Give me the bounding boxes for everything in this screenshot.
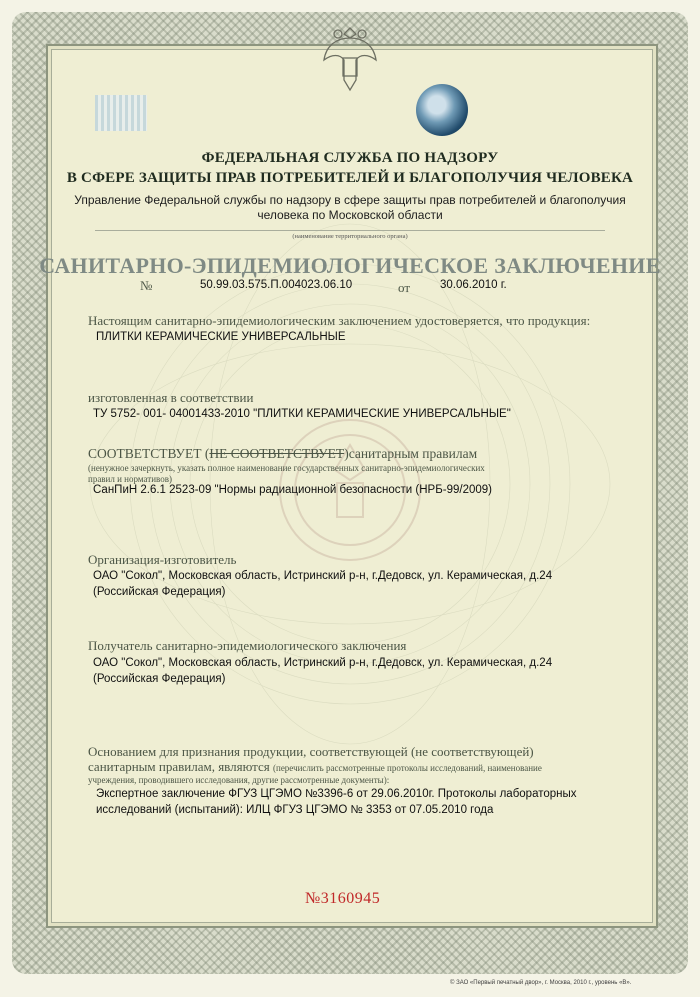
conformity-standard: СанПиН 2.6.1 2523-09 "Нормы радиационной безопасности (НРБ-99/2009) — [93, 484, 493, 496]
recipient-country: (Российская Федерация) — [93, 673, 226, 685]
document-date: 30.06.2010 г. — [440, 279, 507, 291]
basis-line2 — [88, 759, 542, 775]
department-caption: (наименование территориального органа) — [292, 233, 408, 240]
basis-note: (перечислить рассмотренные протоколы исследований, наименование — [273, 763, 542, 773]
complies-text: СООТВЕТСТВУЕТ — [88, 446, 202, 461]
close-paren: ) — [344, 446, 349, 461]
manufactured-label: изготовленная в соответствии — [88, 390, 254, 405]
date-label: от — [398, 280, 411, 295]
conformity-line — [88, 446, 477, 462]
printer-footer: © ЗАО «Первый печатный двор», г. Москва, 2010 г., уровень «В». — [450, 980, 632, 986]
conformity-note-line1: (ненужное зачеркнуть, указать полное наименование государственных санитарно-эпидемиологических — [88, 463, 485, 473]
rules-text: санитарным правилам — [348, 446, 478, 461]
document-title: САНИТАРНО-ЭПИДЕМИОЛОГИЧЕСКОЕ ЗАКЛЮЧЕНИЕ — [39, 253, 661, 278]
conformity-note-line2: правил и нормативов) — [88, 474, 172, 484]
manufacturer-country: (Российская Федерация) — [93, 586, 226, 598]
not-complies-text: НЕ СООТВЕТСТВУЕТ — [209, 446, 345, 461]
coat-of-arms-emblem — [318, 20, 382, 96]
basis-document-line2: исследований (испытаний): ИЛЦ ФГУЗ ЦГЭМО № 3353 от 07.05.2010 года — [96, 804, 494, 816]
recipient-label: Получатель санитарно-эпидемиологического заключения — [88, 638, 407, 653]
recipient-address: ОАО "Сокол", Московская область, Истринский р-н, г.Дедовск, ул. Керамическая, д.24 — [93, 657, 553, 669]
department-line1: Управление Федеральной службы по надзору в сфере защиты прав потребителей и благополучия — [74, 193, 626, 207]
open-paren: ( — [204, 446, 210, 461]
agency-name-line2: В СФЕРЕ ЗАЩИТЫ ПРАВ ПОТРЕБИТЕЛЕЙ И БЛАГОПОЛУЧИЯ ЧЕЛОВЕКА — [66, 170, 634, 186]
manufacturer-address: ОАО "Сокол", Московская область, Истринский р-н, г.Дедовск, ул. Керамическая, д.24 — [93, 570, 553, 582]
manufactured-standard: ТУ 5752- 001- 04001433-2010 "ПЛИТКИ КЕРАМИЧЕСКИЕ УНИВЕРСАЛЬНЫЕ" — [93, 408, 511, 420]
product-name: ПЛИТКИ КЕРАМИЧЕСКИЕ УНИВЕРСАЛЬНЫЕ — [96, 331, 346, 343]
department-underline — [95, 230, 605, 231]
agency-name-line1: ФЕДЕРАЛЬНАЯ СЛУЖБА ПО НАДЗОРУ — [201, 150, 499, 166]
hologram-strip — [95, 95, 147, 131]
basis-main: санитарным правилам, являются — [88, 759, 270, 774]
document-number: 50.99.03.575.П.004023.06.10 — [200, 279, 353, 291]
basis-document-line1: Экспертное заключение ФГУЗ ЦГЭМО №3396-6 от 29.06.2010г. Протоколы лабораторных — [96, 788, 577, 800]
basis-note-line2: учреждения, проводившего исследования, другие рассмотренные документы): — [88, 775, 390, 785]
department-line2: человека по Московской области — [257, 208, 443, 222]
serial-number: №3160945 — [305, 890, 381, 907]
basis-line1: Основанием для признания продукции, соответствующей (не соответствующей) — [88, 744, 534, 759]
number-label: № — [140, 278, 153, 293]
manufacturer-label: Организация-изготовитель — [88, 552, 237, 567]
hologram-seal — [416, 84, 468, 136]
product-intro: Настоящим санитарно-эпидемиологическим заключением удостоверяется, что продукция: — [88, 313, 591, 328]
